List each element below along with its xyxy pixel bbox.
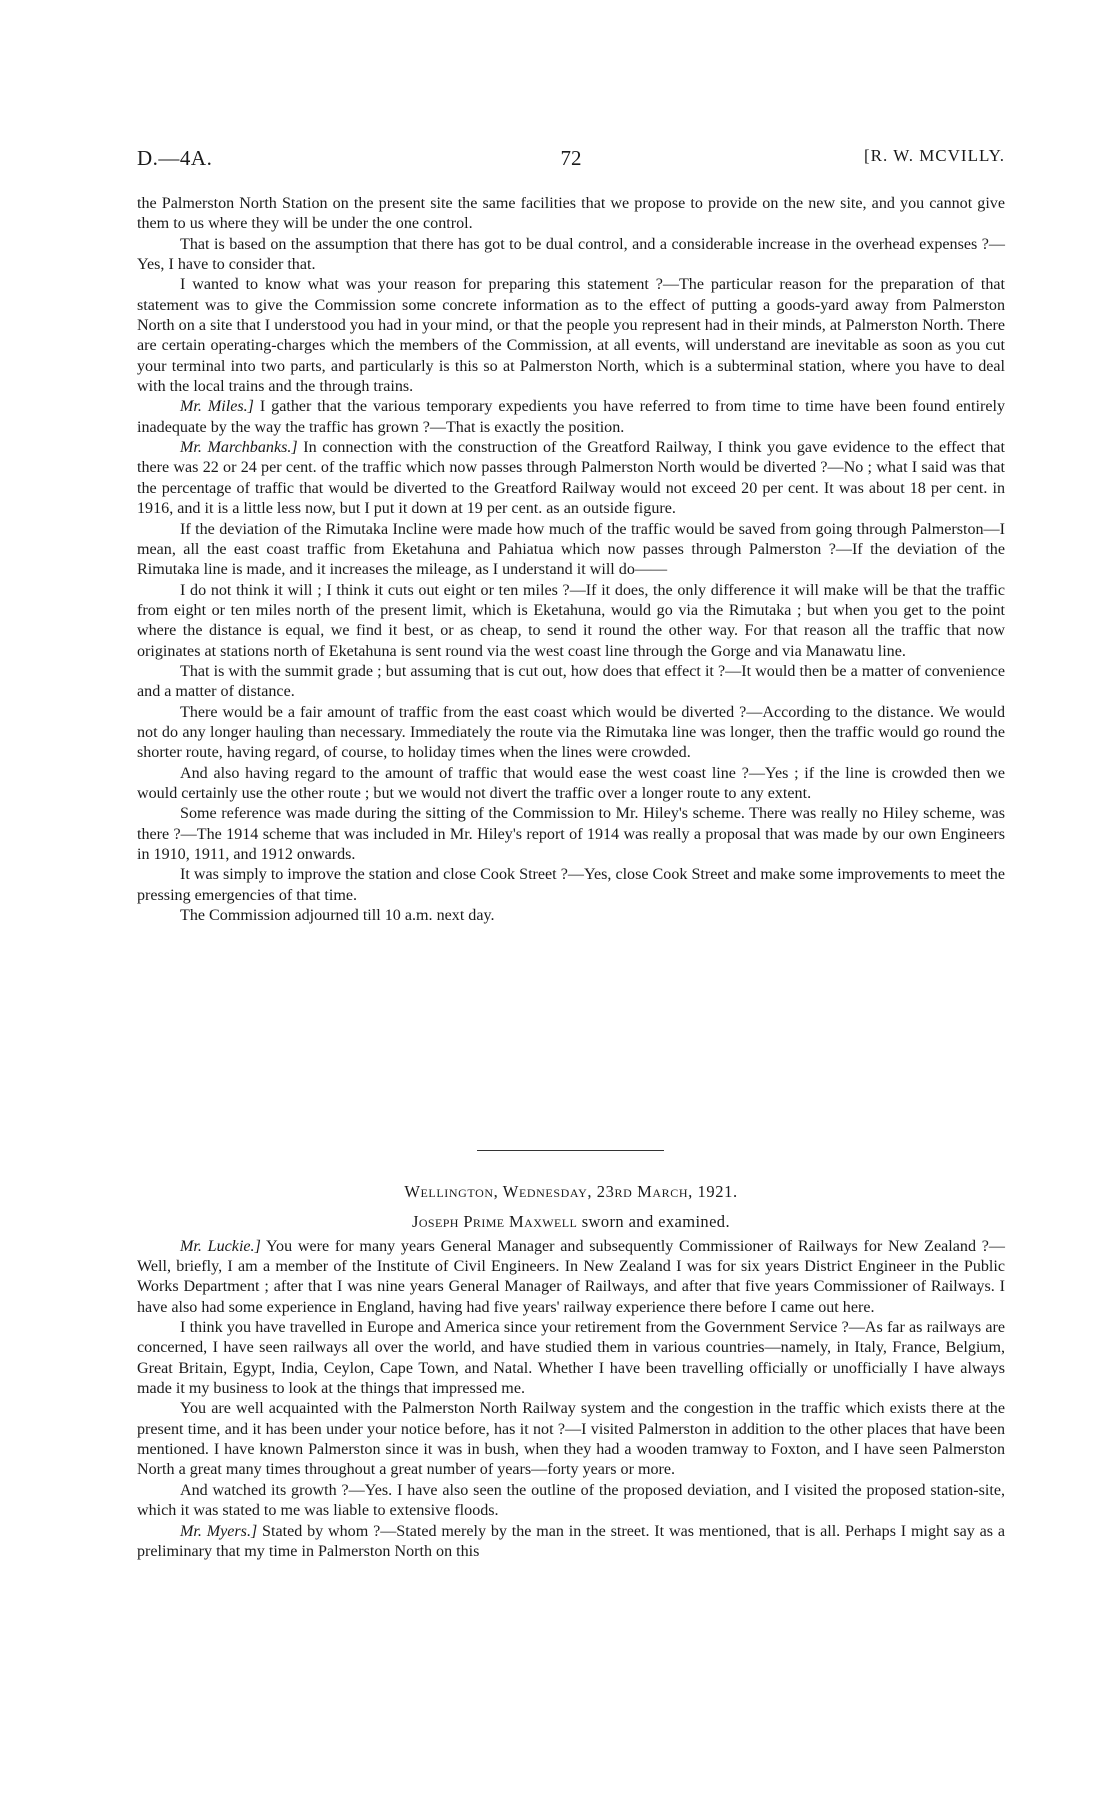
witness-name: Joseph Prime Maxwell (412, 1212, 578, 1232)
paragraph-text: It was simply to improve the station and close Cook Street ?—Yes, close Cook Street and make some improvements to meet the pressing emergencies of that time. (137, 866, 1005, 904)
paragraph-text: That is based on the assumption that there has got to be dual control, and a considerable increase in the overhead expenses ?—Yes, I have to consider that. (137, 235, 1005, 274)
testimony-paragraph (137, 1481, 1005, 1522)
paragraph-text: If the deviation of the Rimutaka Incline were made how much of the traffic would be saved from going through Palmerston—I mean, all the east coast traffic from Eketahuna and Pahiatua which now passes through Palmerston ?—If the deviation of the Rimutaka line is made, and it increases the mileage, as I understand it will do—— (137, 520, 1005, 579)
paragraph-text: In connection with the construction of the Greatford Railway, I think you gave evidence to the effect that there was 22 or 24 per cent. of the traffic which now passes through Palmerston North would be diverted ?—No ; what I said was that the percentage of traffic that would be diverted to the Greatford Railway would not exceed 20 per cent. It was about 18 per cent. in 1916, and it is a little less now, but I put it down at 19 per cent. as an outside figure. (137, 439, 1005, 518)
testimony-body (137, 194, 1005, 926)
testimony-paragraph (137, 275, 1005, 397)
sitting-heading: Wellington, Wednesday, 23rd March, 1921. (404, 1182, 738, 1201)
testimony-paragraph (137, 1237, 1005, 1318)
new-sitting-section (137, 1182, 1005, 1562)
paragraph-text: You were for many years General Manager and subsequently Commissioner of Railways for New Zealand ?—Well, briefly, I am a member of the Institute of Civil Engineers. In New Zealand I was for six years District Engineer in the Public Works Department ; after that I was nine years General Manager of Railways, and after that five years Commissioner of Railways. I have also had some experience in England, having had five years' railway experience there before I came out here. (137, 1237, 1005, 1316)
testimony-paragraph (137, 397, 1005, 438)
testimony-paragraph (137, 1318, 1005, 1399)
testimony-paragraph (137, 194, 1005, 235)
speaker-label: Mr. Miles.] (180, 398, 254, 416)
paragraph-text: I think you have travelled in Europe and America since your retirement from the Government Service ?—As far as railways are concerned, I have seen railways all over the world, and have studied them in various countries—namely, in Italy, France, Belgium, Great Britain, Egypt, India, Ceylon, Cape Town, and Natal. Whether I have been travelling officially or unofficially I have always made it my business to look at the things that impressed me. (137, 1319, 1005, 1398)
testimony-paragraph (137, 865, 1005, 906)
paragraph-text: And also having regard to the amount of traffic that would ease the west coast line ?—Yes ; if the line is crowded then we would certainly use the other route ; but we would not divert the traffic over a longer route to any extent. (137, 764, 1005, 802)
testimony-paragraph (137, 703, 1005, 764)
witness-line (137, 1212, 1005, 1232)
testimony-paragraph (137, 520, 1005, 581)
paragraph-text: I do not think it will ; I think it cuts out eight or ten miles ?—If it does, the only difference it will make will be that the traffic from eight or ten miles north of the present limit, which is Eketahuna, would go via the Rimutaka ; but when you get to the point where the distance is equal, we find it best, or as cheap, to send it round the other way. For that reason all the traffic that now originates at stations north of Eketahuna is sent round via the west coast line through the Gorge and via Manawatu line. (137, 581, 1005, 660)
paragraph-text: You are well acquainted with the Palmerston North Railway system and the congestion in the traffic which exists there at the present time, and it has been under your notice before, has it not ?—I visited Palmerston in addition to the other places that have been mentioned. I have known Palmerston since it was in bush, when they had a wooden tramway to Foxton, and I have seen Palmerston North a great many times throughout a great number of years—forty years or more. (137, 1400, 1005, 1479)
testimony-paragraph (137, 581, 1005, 662)
testimony-paragraph (137, 662, 1005, 703)
testimony-paragraph (137, 235, 1005, 276)
paragraph-text: That is with the summit grade ; but assuming that is cut out, how does that effect it ?—It would then be a matter of convenience and a matter of distance. (137, 662, 1005, 701)
speaker-label: Mr. Myers.] (180, 1522, 258, 1540)
speaker-label: Mr. Luckie.] (180, 1237, 261, 1255)
page-number: 72 (560, 146, 582, 170)
paragraph-text: I wanted to know what was your reason for preparing this statement ?—The particular reason for the preparation of that statement was to give the Commission some concrete information as to the effect of putting a goods-yard away from Palmerston North on a site that I understood you had in your mind, or that the people you represent had in their minds, at Palmerston North. There are certain operating-charges which the members of the Commission, at all events, will understand are inevitable as soon as you cut your terminal into two parts, and particularly is this so at Palmerston North, which is a subterminal station, where you have to deal with the local trains and the through trains. (137, 276, 1005, 396)
paragraph-text: Stated by whom ?—Stated merely by the man in the street. It was mentioned, that is all. Perhaps I might say as a preliminary that my time in Palmerston North on this (137, 1522, 1005, 1560)
paragraph-text: The Commission adjourned till 10 a.m. next day. (180, 907, 495, 925)
paragraph-text: the Palmerston North Station on the present site the same facilities that we propose to provide on the new site, and you cannot give them to us where they will be under the one control. (137, 195, 1005, 233)
paragraph-text: And watched its growth ?—Yes. I have also seen the outline of the proposed deviation, and I visited the proposed station-site, which it was stated to me was liable to extensive floods. (137, 1481, 1005, 1520)
section-divider (477, 1150, 664, 1151)
testimony-paragraph (137, 1522, 1005, 1563)
testimony-body-2 (137, 1237, 1005, 1563)
document-reference: D.—4A. (137, 146, 213, 170)
testimony-paragraph (137, 438, 1005, 519)
testimony-paragraph (137, 804, 1005, 865)
testimony-paragraph (137, 1399, 1005, 1480)
paragraph-text: I gather that the various temporary expedients you have referred to from time to time have been found entirely inadequate by the way the traffic has grown ?—That is exactly the position. (137, 398, 1005, 436)
paragraph-text: There would be a fair amount of traffic from the east coast which would be diverted ?—According to the distance. We would not do any longer hauling than necessary. Immediately the route via the Rimutaka line was longer, then the traffic would go round the shorter route, having regard, of course, to holiday times when the lines were crowded. (137, 703, 1005, 762)
testimony-paragraph (137, 906, 1005, 926)
witness-suffix: sworn and examined. (577, 1212, 730, 1232)
testimony-paragraph (137, 764, 1005, 805)
page-header (137, 146, 1005, 176)
speaker-label: Mr. Marchbanks.] (180, 439, 298, 457)
witness-running-head: [R. W. MCVILLY. (864, 146, 1005, 165)
paragraph-text: Some reference was made during the sitting of the Commission to Mr. Hiley's scheme. There was really no Hiley scheme, was there ?—The 1914 scheme that was included in Mr. Hiley's report of 1914 was really a proposal that was made by our own Engineers in 1910, 1911, and 1912 onwards. (137, 805, 1005, 863)
